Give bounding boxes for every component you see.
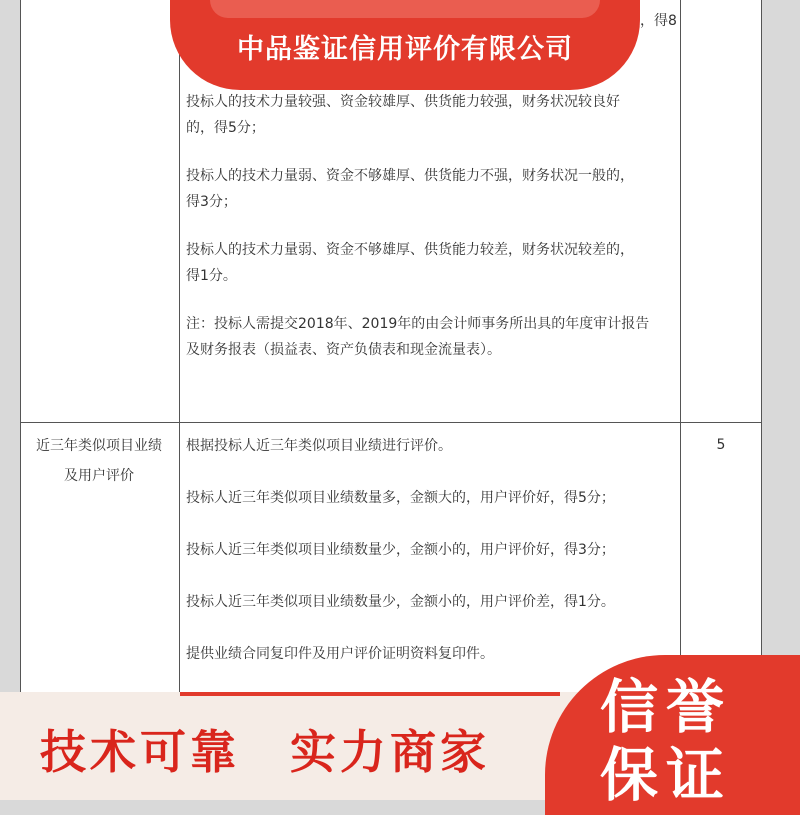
row2-label-line1: 近三年类似项目业绩 <box>36 438 162 454</box>
row1-criteria-text <box>186 89 676 385</box>
company-ribbon <box>170 0 640 90</box>
table-border-right <box>761 0 762 692</box>
company-name: 中品鉴证信用评价有限公司 <box>237 34 573 65</box>
criterion-line: 得1分。 <box>186 268 237 284</box>
criterion-line: 的，得5分； <box>186 120 265 136</box>
row2-criteria-text <box>186 432 676 668</box>
criterion-line: 投标人近三年类似项目业绩数量多，金额大的，用户评价好，得5分； <box>186 490 615 506</box>
red-rule <box>180 692 560 696</box>
slogan-right: 实力商家 <box>290 725 490 779</box>
table-column-divider-2 <box>680 0 681 692</box>
row1-top-fragment: ，得8 <box>640 13 677 29</box>
row2-score: 5 <box>716 437 726 453</box>
ribbon-highlight <box>210 0 600 18</box>
criterion-line: 得3分； <box>186 194 237 210</box>
badge-line2: 保证 <box>600 741 733 809</box>
criterion-line: 投标人的技术力量较强、资金较雄厚、供货能力较强，财务状况较良好 <box>186 94 620 110</box>
table-border-left <box>20 0 21 800</box>
table-row-divider <box>20 422 762 423</box>
criterion-line: 投标人近三年类似项目业绩数量少，金额小的，用户评价差，得1分。 <box>186 594 615 610</box>
criterion-line: 投标人近三年类似项目业绩数量少，金额小的，用户评价好，得3分； <box>186 542 615 558</box>
slogan-left: 技术可靠 <box>40 725 240 779</box>
criterion-line: 提供业绩合同复印件及用户评价证明资料复印件。 <box>186 646 494 662</box>
criterion-line: 根据投标人近三年类似项目业绩进行评价。 <box>186 438 452 454</box>
badge-line1: 信誉 <box>600 673 733 741</box>
criterion-note: 及财务报表（损益表、资产负债表和现金流量表）。 <box>186 342 501 358</box>
row2-label <box>24 431 174 491</box>
criterion-note: 注：投标人需提交2018年、2019年的由会计师事务所出具的年度审计报告 <box>186 316 650 332</box>
row2-label-line2: 及用户评价 <box>64 468 134 484</box>
table-column-divider-1 <box>179 0 180 692</box>
criterion-line: 投标人的技术力量弱、资金不够雄厚、供货能力较差，财务状况较差的， <box>186 242 634 258</box>
criterion-line: 投标人的技术力量弱、资金不够雄厚、供货能力不强，财务状况一般的， <box>186 168 634 184</box>
